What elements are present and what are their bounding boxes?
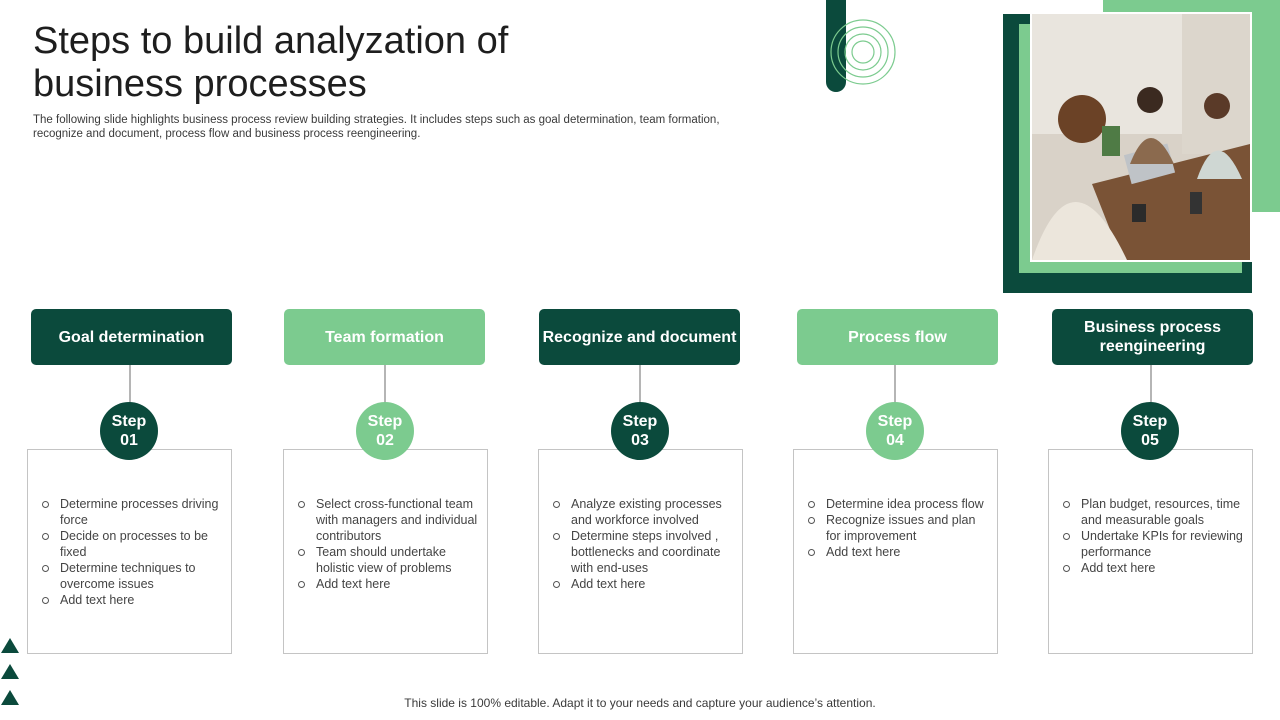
list-item: Analyze existing processes and workforce involved bbox=[553, 496, 734, 528]
decorative-band-side bbox=[1252, 0, 1280, 212]
list-item: Add text here bbox=[298, 576, 479, 592]
step-2-header: Team formation bbox=[284, 309, 485, 365]
step-label: Step bbox=[877, 413, 913, 430]
title-line-2: business processes bbox=[33, 63, 367, 105]
list-item: Recognize issues and plan for improvement bbox=[808, 512, 989, 544]
step-3-header: Recognize and document bbox=[539, 309, 740, 365]
list-item: Decide on processes to be fixed bbox=[42, 528, 223, 560]
list-item: Add text here bbox=[1063, 560, 1244, 576]
step-5-connector bbox=[1150, 365, 1152, 407]
step-label: Step bbox=[367, 413, 403, 430]
step-1-card bbox=[27, 449, 232, 654]
step-1-bullets bbox=[42, 496, 223, 608]
step-4-bullets bbox=[808, 496, 989, 560]
step-label: Step bbox=[1132, 413, 1168, 430]
triangle-icon bbox=[1, 664, 19, 679]
list-item: Undertake KPIs for reviewing performance bbox=[1063, 528, 1244, 560]
step-label: Step bbox=[622, 413, 658, 430]
footer-note: This slide is 100% editable. Adapt it to your needs and capture your audience’s attention. bbox=[404, 696, 876, 710]
step-5-card bbox=[1048, 449, 1253, 654]
list-item: Add text here bbox=[553, 576, 734, 592]
list-item: Team should undertake holistic view of problems bbox=[298, 544, 479, 576]
step-1-connector bbox=[129, 365, 131, 407]
step-4-header: Process flow bbox=[797, 309, 998, 365]
list-item: Select cross-functional team with managers and individual contributors bbox=[298, 496, 479, 544]
step-5-badge bbox=[1121, 402, 1179, 460]
team-meeting-photo bbox=[1030, 12, 1252, 262]
triangle-icon bbox=[1, 638, 19, 653]
step-number: 01 bbox=[120, 432, 138, 449]
step-1-header: Goal determination bbox=[31, 309, 232, 365]
slide-subtitle: The following slide highlights business process review building strategies. It includes steps such as goal determination, team formation, recognize and document, process flow and business process reengineering. bbox=[33, 114, 720, 140]
step-2-card bbox=[283, 449, 488, 654]
slide-title bbox=[33, 20, 653, 106]
list-item: Determine steps involved , bottlenecks and coordinate with end-uses bbox=[553, 528, 734, 576]
step-number: 05 bbox=[1141, 432, 1159, 449]
concentric-circles-icon bbox=[828, 17, 898, 87]
step-5-header: Business process reengineering bbox=[1052, 309, 1253, 365]
step-1-badge bbox=[100, 402, 158, 460]
step-number: 03 bbox=[631, 432, 649, 449]
step-2-badge bbox=[356, 402, 414, 460]
step-3-connector bbox=[639, 365, 641, 407]
step-3-badge bbox=[611, 402, 669, 460]
list-item: Add text here bbox=[42, 592, 223, 608]
step-3-card bbox=[538, 449, 743, 654]
list-item: Determine techniques to overcome issues bbox=[42, 560, 223, 592]
step-4-badge bbox=[866, 402, 924, 460]
step-2-connector bbox=[384, 365, 386, 407]
title-line-1: Steps to build analyzation of bbox=[33, 20, 509, 62]
step-2-bullets bbox=[298, 496, 479, 592]
step-number: 04 bbox=[886, 432, 904, 449]
step-label: Step bbox=[111, 413, 147, 430]
step-3-bullets bbox=[553, 496, 734, 592]
step-4-card bbox=[793, 449, 998, 654]
meeting-image bbox=[1032, 14, 1250, 260]
step-5-bullets bbox=[1063, 496, 1244, 576]
step-number: 02 bbox=[376, 432, 394, 449]
list-item: Determine processes driving force bbox=[42, 496, 223, 528]
list-item: Add text here bbox=[808, 544, 989, 560]
list-item: Plan budget, resources, time and measurable goals bbox=[1063, 496, 1244, 528]
step-4-connector bbox=[894, 365, 896, 407]
list-item: Determine idea process flow bbox=[808, 496, 989, 512]
